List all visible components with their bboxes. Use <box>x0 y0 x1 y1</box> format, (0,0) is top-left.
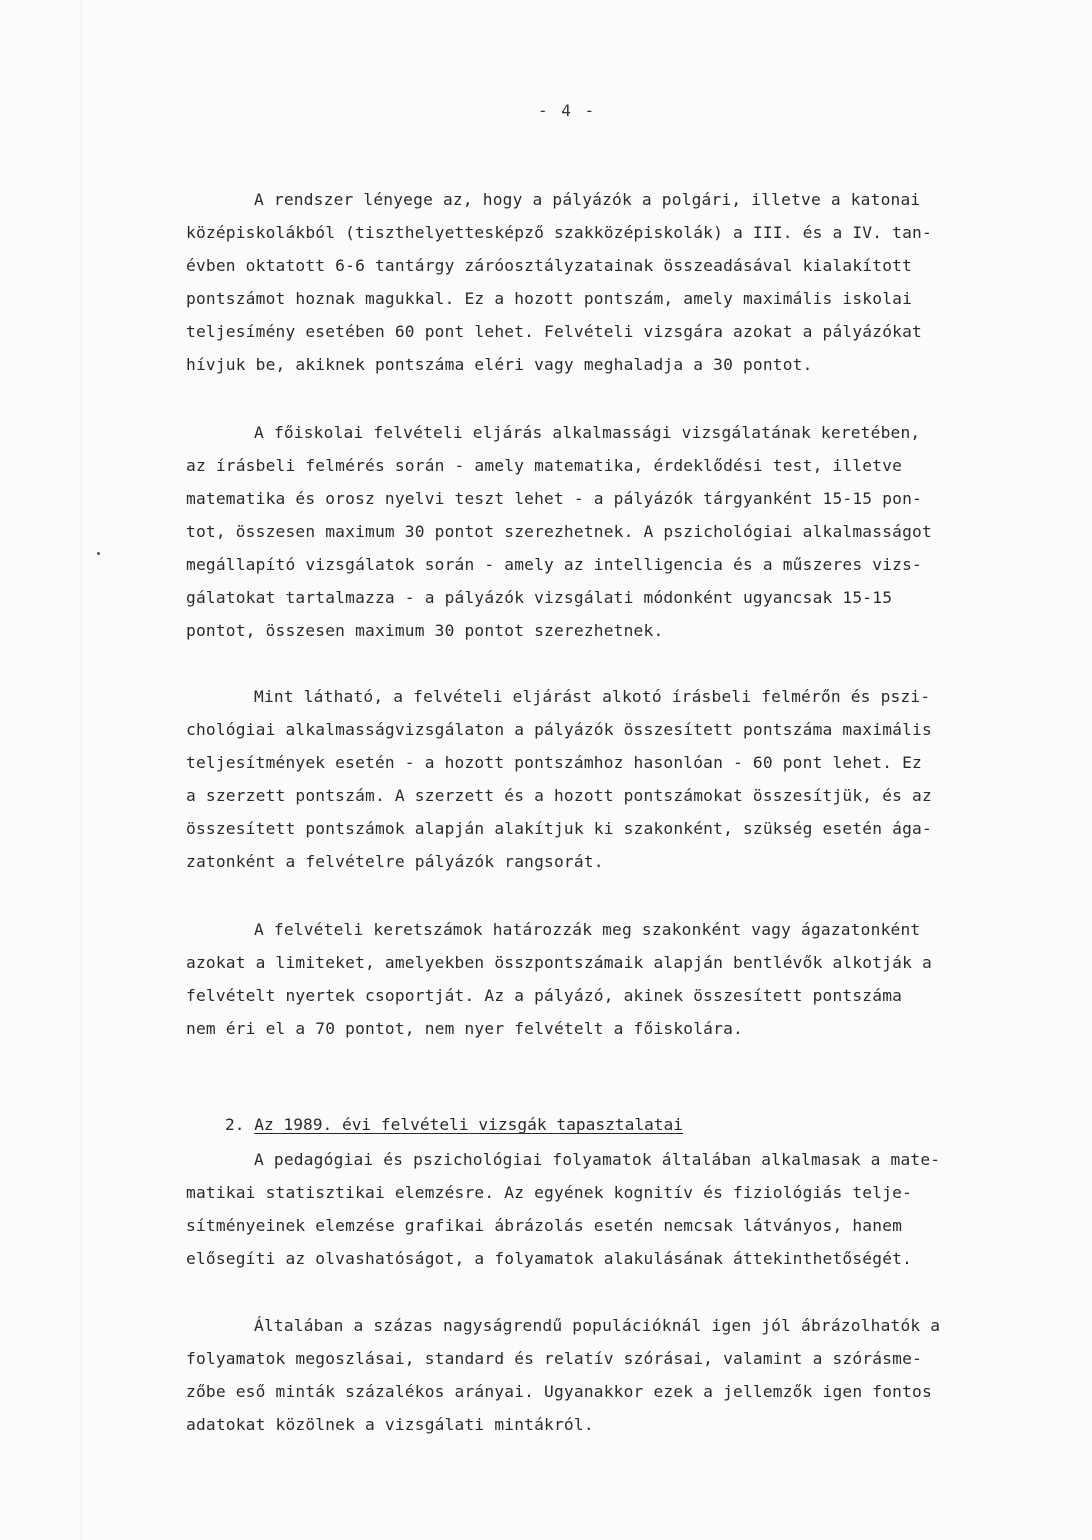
paragraph-line: folyamatok megoszlásai, standard és relatív szórásai, valamint a szórásme- <box>186 1349 922 1368</box>
paragraph-5 <box>186 1143 1004 1275</box>
paragraph-line: A főiskolai felvételi eljárás alkalmassági vizsgálatának keretében, <box>254 423 921 442</box>
paragraph-line: matikai statisztikai elemzésre. Az egyének kognitív és fiziológiás telje- <box>186 1183 913 1202</box>
paragraph-line: elősegíti az olvashatóságot, a folyamatok alakulásának áttekinthetőségét. <box>186 1249 913 1268</box>
paragraph-line: Mint látható, a felvételi eljárást alkotó írásbeli felmérőn és pszi- <box>254 687 931 706</box>
paragraph-line: azokat a limiteket, amelyekben összpontszámaik alapján bentlévők alkotják a <box>186 953 932 972</box>
paragraph-6 <box>186 1309 1004 1441</box>
paragraph-line: teljesímény esetében 60 pont lehet. Felvételi vizsgára azokat a pályázókat <box>186 322 922 341</box>
paragraph-line: sítményeinek elemzése grafikai ábrázolás esetén nemcsak látványos, hanem <box>186 1216 903 1235</box>
section-number: 2. <box>224 1115 245 1134</box>
paragraph-line: pontszámot hoznak magukkal. Ez a hozott pontszám, amely maximális iskolai <box>186 289 913 308</box>
paragraph-line: A felvételi keretszámok határozzák meg szakonként vagy ágazatonként <box>254 920 921 939</box>
page-edge-shadow <box>80 0 84 1540</box>
paragraph-line: középiskolákból (tiszthelyettesképző szakközépiskolák) a III. és a IV. tan- <box>186 223 932 242</box>
paragraph-line: zőbe eső minták százalékos arányai. Ugyanakkor ezek a jellemzők igen fontos <box>186 1382 932 1401</box>
paragraph-line: megállapító vizsgálatok során - amely az intelligencia és a műszeres vizs- <box>186 555 922 574</box>
paragraph-line: pontot, összesen maximum 30 pontot szerezhetnek. <box>186 621 664 640</box>
paragraph-line: matematika és orosz nyelvi teszt lehet - a pályázók tárgyanként 15-15 pon- <box>186 489 922 508</box>
section-title: Az 1989. évi felvételi vizsgák tapasztalatai <box>254 1115 684 1134</box>
paragraph-4 <box>186 913 1004 1045</box>
paragraph-line: Általában a százas nagyságrendű populációknál igen jól ábrázolhatók a <box>254 1316 941 1335</box>
paragraph-line: az írásbeli felmérés során - amely matematika, érdeklődési test, illetve <box>186 456 903 475</box>
paragraph-line: A pedagógiai és pszichológiai folyamatok általában alkalmasak a mate- <box>254 1150 941 1169</box>
paragraph-line: a szerzett pontszám. A szerzett és a hozott pontszámokat összesítjük, és az <box>186 786 932 805</box>
paragraph-line: adatokat közölnek a vizsgálati mintákról. <box>186 1415 594 1434</box>
paragraph-line: zatonként a felvételre pályázók rangsorát. <box>186 852 604 871</box>
paragraph-line: nem éri el a 70 pontot, nem nyer felvételt a főiskolára. <box>186 1019 743 1038</box>
scan-speck <box>97 552 100 555</box>
paragraph-line: tot, összesen maximum 30 pontot szerezhetnek. A pszichológiai alkalmasságot <box>186 522 932 541</box>
paragraph-line: felvételt nyertek csoportját. Az a pályázó, akinek összesített pontszáma <box>186 986 903 1005</box>
paragraph-line: hívjuk be, akiknek pontszáma eléri vagy meghaladja a 30 pontot. <box>186 355 813 374</box>
paragraph-line: évben oktatott 6-6 tantárgy záróosztályzatainak összeadásával kialakított <box>186 256 913 275</box>
page-number: - 4 - <box>538 101 597 120</box>
paragraph-line: összesített pontszámok alapján alakítjuk ki szakonként, szükség esetén ága- <box>186 819 932 838</box>
paragraph-line: A rendszer lényege az, hogy a pályázók a polgári, illetve a katonai <box>254 190 921 209</box>
paragraph-1 <box>186 183 1004 381</box>
paragraph-3 <box>186 680 1004 878</box>
paragraph-line: chológiai alkalmasságvizsgálaton a pályázók összesített pontszáma maximális <box>186 720 932 739</box>
paragraph-2 <box>186 416 1004 647</box>
paragraph-line: gálatokat tartalmazza - a pályázók vizsgálati módonként ugyancsak 15-15 <box>186 588 893 607</box>
paragraph-line: teljesítmények esetén - a hozott pontszámhoz hasonlóan - 60 pont lehet. Ez <box>186 753 922 772</box>
